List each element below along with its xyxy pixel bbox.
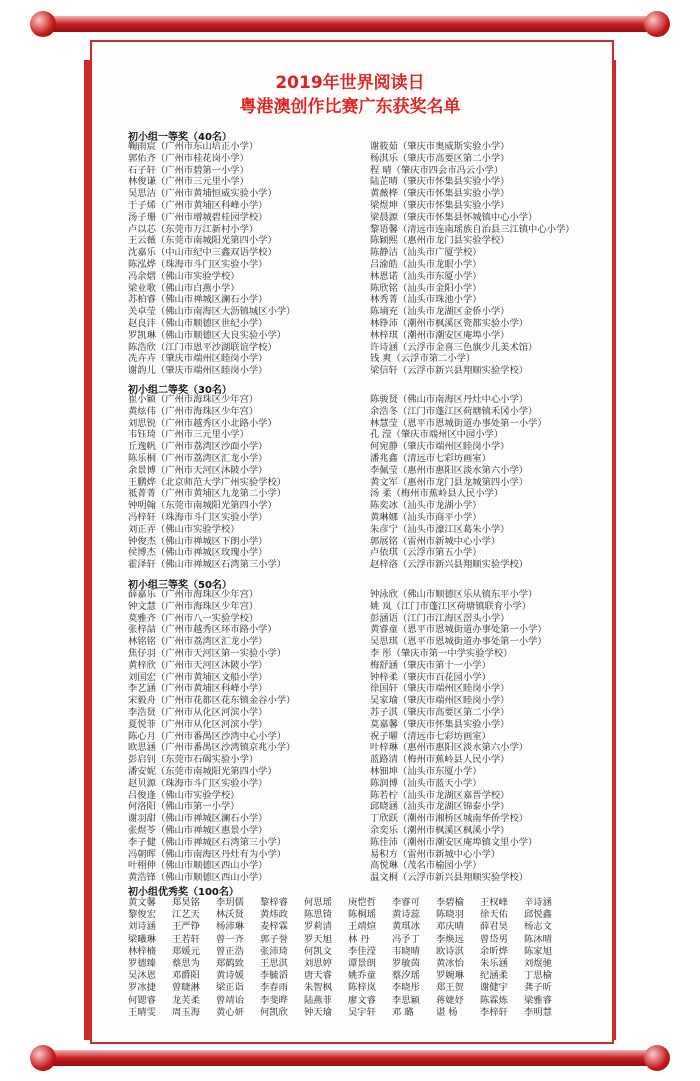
scroll-knob xyxy=(644,11,670,37)
winner-entry: 薛嘉乐（广州市海珠区少年宫） xyxy=(128,589,259,600)
excellence-name: 龙芙柔 xyxy=(172,994,200,1006)
winner-entry: 王云薇（东莞市南城阳光第四小学） xyxy=(128,235,277,247)
excellence-name: 朱智枫 xyxy=(304,982,332,994)
winner-entry: 叶梓琳（惠州市惠阳区淡水第六小学） xyxy=(370,742,529,754)
excellence-name: 曾靖诒 xyxy=(216,994,244,1006)
excellence-name: 王靖煊 xyxy=(348,921,376,933)
winner-entry: 赵贝源（珠海市斗门区实验小学） xyxy=(128,777,268,789)
excellence-name: 黄琪冰 xyxy=(392,921,420,933)
winner-entry: 许诗涵（云浮市金喜三色旗少儿美术馆） xyxy=(370,341,538,353)
excellence-name: 陈霖炼 xyxy=(480,994,508,1006)
winner-entry: 朱彦宁（汕头市濠江区葛朱小学） xyxy=(370,523,510,535)
excellence-name: 冯予丁 xyxy=(392,933,420,945)
excellence-name: 王若轩 xyxy=(172,933,200,945)
excellence-name: 罗婉琳 xyxy=(436,970,464,982)
winner-entry: 程 晴（肇庆市四会市冯云小学） xyxy=(370,164,504,176)
page-subtitle: 粤港澳创作比赛广东获奖名单 xyxy=(239,97,461,117)
excellence-name: 郑媛元 xyxy=(172,945,200,957)
excellence-name: 曾一齐 xyxy=(216,933,244,945)
winner-entry: 石子轩（广州市碧第一小学） xyxy=(128,164,249,176)
winner-entry: 霍泽轩（佛山市禅城区石湾第三小学） xyxy=(128,559,287,571)
winner-entry: 钟梓柔（肇庆市百花园小学） xyxy=(370,671,491,683)
excellence-name: 邱悦鑫 xyxy=(524,909,552,921)
winner-entry: 余奕乐（潮州市枫溪区枫溪小学） xyxy=(370,824,510,836)
winner-entry: 黎语馨（清远市连南瑶族自治县三江镇中心小学） xyxy=(370,223,575,235)
section-heading-third: 初小组三等奖（50名） xyxy=(128,580,232,591)
winner-entry: 谢韵儿（肇庆市端州区睦岗小学） xyxy=(128,365,268,377)
excellence-name: 曾睫淋 xyxy=(172,982,200,994)
winner-entry: 叶栩伸（佛山市顺德区西山小学） xyxy=(128,860,268,872)
winner-entry: 钟文慧（广州市海珠区少年宫） xyxy=(128,600,259,612)
excellence-name: 曾岱男 xyxy=(480,933,508,945)
winner-entry: 陈佳沛（潮州市潮安区庵埠镇文里小学） xyxy=(370,836,538,848)
winner-entry: 莫雅齐（广州市八一实验学校） xyxy=(128,612,259,624)
winner-entry: 刘思锐（广州市越秀区小北路小学） xyxy=(128,417,277,429)
excellence-name: 何凯欣 xyxy=(260,1006,288,1018)
excellence-name: 何思瑶 xyxy=(304,897,332,908)
winner-entry: 赵良沣（佛山市顺德区世纪小学） xyxy=(128,317,268,329)
excellence-row xyxy=(128,934,568,946)
winner-entry: 沈嘉乐（中山市纪中三鑫双语学校） xyxy=(128,247,277,259)
excellence-name: 李春雨 xyxy=(260,982,288,994)
winner-entry: 陈欣铭（汕头市金阳小学） xyxy=(370,282,482,294)
winner-entry: 于子烯（广州市黄埔区科峰小学） xyxy=(128,199,268,211)
winner-entry: 陆芷晴（肇庆市怀集县实验小学） xyxy=(370,176,510,188)
excellence-name: 李玥儒 xyxy=(216,897,244,908)
winner-entry: 祝子曜（清远市七彩坊画室） xyxy=(370,730,491,742)
excellence-name: 梁雅睿 xyxy=(524,994,552,1006)
second-prize-right-list xyxy=(370,394,547,571)
excellence-row xyxy=(128,995,568,1007)
excellence-name: 谢健宇 xyxy=(480,982,508,994)
winner-entry: 潘安妮（东莞市南城阳光第四小学） xyxy=(128,765,277,777)
excellence-row xyxy=(128,970,568,982)
excellence-name: 邓爵阳 xyxy=(172,970,200,982)
winner-entry: 韦钰琦（广州市三元里小学） xyxy=(128,429,249,441)
excellence-name: 罗敏茵 xyxy=(392,957,420,969)
excellence-name: 邓庆晴 xyxy=(436,921,464,933)
winner-entry: 谢筱茹（肇庆市奥威斯实验小学） xyxy=(370,141,510,152)
winner-entry: 夏悦菲（广州市从化区河滨小学） xyxy=(128,718,268,730)
winner-entry: 吴思洁（广州市黄埔恒威实验小学） xyxy=(128,188,277,200)
winner-entry: 郭展铭（雷州市新城中心小学） xyxy=(370,535,501,547)
winner-entry: 陈颖熙（惠州市龙门县实验学校） xyxy=(370,235,510,247)
winner-entry: 苏子淇（肇庆市高要区第二小学） xyxy=(370,706,510,718)
winner-entry: 梁信轩（云浮市新兴县翔顺实验学校） xyxy=(370,365,529,377)
excellence-name: 蒋婕妤 xyxy=(436,994,464,1006)
excellence-name: 谌 杨 xyxy=(436,1006,458,1018)
excellence-row xyxy=(128,921,568,933)
winner-entry: 姚 岚（江门市蓬江区荷塘镇联育小学） xyxy=(370,600,532,612)
winner-entry: 潘兆鑫（清远市七彩坊画室） xyxy=(370,452,491,464)
excellence-name: 李斐晔 xyxy=(260,994,288,1006)
excellence-name: 唐天睿 xyxy=(304,970,332,982)
excellence-row xyxy=(128,897,568,909)
winner-entry: 陈泓烨（珠海市斗门区实验小学） xyxy=(128,258,268,270)
winner-entry: 温文桐（云浮市新兴县翔顺实验学校） xyxy=(370,872,529,884)
winner-entry: 崔小颖（广州市海珠区少年宫） xyxy=(128,394,259,405)
excellence-name: 丁思榆 xyxy=(524,970,552,982)
excellence-name: 刘诗涵 xyxy=(128,921,156,933)
winner-entry: 罗凯琳（佛山市顺德区大良实验小学） xyxy=(128,329,287,341)
excellence-name: 纪涵柔 xyxy=(480,970,508,982)
excellence-name: 李梓轩 xyxy=(480,1006,508,1018)
excellence-name: 朱乐涵 xyxy=(480,957,508,969)
excellence-name: 陈家旭 xyxy=(524,945,552,957)
winner-entry: 高悦琳（茂名市榆园小学） xyxy=(370,860,482,872)
winner-entry: 丁欣跃（潮州市湘桥区城南华侨学校） xyxy=(370,813,529,825)
first-prize-left-list xyxy=(128,141,295,377)
excellence-name: 杨志文 xyxy=(524,921,552,933)
excellence-name: 黄心妍 xyxy=(216,1006,244,1018)
winner-entry: 余景博（广州市天河区沐陂小学） xyxy=(128,464,268,476)
winner-entry: 关卓莹（佛山市南海区大沥镇城区小学） xyxy=(128,306,296,318)
winner-entry: 余浩冬（江门市蓬江区荷塘镇禾冈小学） xyxy=(370,405,538,417)
excellence-name: 曾正浩 xyxy=(216,945,244,957)
excellence-name: 李睿可 xyxy=(392,897,420,908)
excellence-name: 陈沐晴 xyxy=(524,933,552,945)
winner-entry: 钱 爽（云浮市第二小学） xyxy=(370,353,476,365)
excellence-name: 王严铮 xyxy=(172,921,200,933)
third-prize-right-list xyxy=(370,589,547,884)
excellence-name: 王思淇 xyxy=(260,957,288,969)
excellence-name: 黄冰怡 xyxy=(436,957,464,969)
winner-entry: 蓝路清（梅州市蕉岭县人民小学） xyxy=(370,754,510,766)
winner-entry: 吴家瑜（肇庆市端州区睦岗小学） xyxy=(370,695,510,707)
winner-entry: 钟泳欣（佛山市顺德区乐从镇东平小学） xyxy=(370,589,538,600)
excellence-row xyxy=(128,958,568,970)
excellence-name: 黎俊宏 xyxy=(128,909,156,921)
excellence-name: 李碧榆 xyxy=(436,897,464,908)
excellence-name: 郑鹤致 xyxy=(216,957,244,969)
winner-entry: 陈骏贤（佛山市南海区丹灶中心小学） xyxy=(370,394,529,405)
winner-entry: 陈墒充（汕头市龙湖区金侨小学） xyxy=(370,306,510,318)
winner-entry: 张煜苓（佛山市禅城区惠景小学） xyxy=(128,824,268,836)
excellence-name: 廖文睿 xyxy=(348,994,376,1006)
winner-entry: 祗菁菁（广州市黄埔区九龙第二小学） xyxy=(128,488,287,500)
excellence-name: 徐天佑 xyxy=(480,909,508,921)
winner-entry: 林俊谦（广州市三元里小学） xyxy=(128,176,249,188)
excellence-name: 谭景朗 xyxy=(348,957,376,969)
excellence-row xyxy=(128,909,568,921)
scroll-knob xyxy=(30,11,56,37)
excellence-name: 林沃贤 xyxy=(216,909,244,921)
winner-entry: 梁晨源（肇庆市怀集县怀城镇中心小学） xyxy=(370,211,538,223)
excellence-name: 李毓滔 xyxy=(260,970,288,982)
excellence-name: 薛君昊 xyxy=(480,921,508,933)
excellence-name: 韦晓晴 xyxy=(392,945,420,957)
excellence-name: 李晓彤 xyxy=(392,982,420,994)
excellence-row xyxy=(128,982,568,994)
excellence-name: 黄诗媛 xyxy=(216,970,244,982)
winner-entry: 冯梓轩（珠海市斗门区实验小学） xyxy=(128,511,268,523)
excellence-name: 陈思锜 xyxy=(304,909,332,921)
winner-entry: 陈润博（汕头市蓝天小学） xyxy=(370,777,482,789)
winner-entry: 梁煜坤（肇庆市怀集县实验小学） xyxy=(370,199,510,211)
excellence-name: 王晴雯 xyxy=(128,1006,156,1018)
winner-entry: 何宛静（肇庆市端州区睦岗小学） xyxy=(370,441,510,453)
excellence-name: 林梓楠 xyxy=(128,945,156,957)
winner-entry: 徐国轩（肇庆市端州区睦岗小学） xyxy=(370,683,510,695)
excellence-name: 刘思婷 xyxy=(304,957,332,969)
excellence-name: 欧诗淇 xyxy=(436,945,464,957)
excellence-name: 罗冰捷 xyxy=(128,982,156,994)
winner-entry: 冯朝晖（佛山市南海区丹灶有为小学） xyxy=(128,848,287,860)
winner-entry: 郭佑齐（广州市桂花岗小学） xyxy=(128,152,249,164)
winner-entry: 冼卉卉（肇庆市端州区睦岗小学） xyxy=(128,353,268,365)
winner-entry: 吕渝皓（汕头市龙眼小学） xyxy=(370,258,482,270)
winner-entry: 李子健（佛山市禅城区石湾第三小学） xyxy=(128,836,287,848)
excellence-name: 黎梓睿 xyxy=(260,897,288,908)
winner-entry: 李艺涵（广州市黄埔区科峰小学） xyxy=(128,683,268,695)
winner-entry: 吕俊逢（佛山市实验学校） xyxy=(128,789,240,801)
scroll-knob xyxy=(644,1045,670,1071)
section-heading-excellence: 初小组优秀奖（100名） xyxy=(128,887,239,898)
winner-entry: 彭涵语（江门市江海区滘头小学） xyxy=(370,612,510,624)
excellence-name: 龚子昕 xyxy=(524,982,552,994)
winner-entry: 宋毅舟（广州市花都区花东镇金谷小学） xyxy=(128,695,296,707)
excellence-name: 钟天瑜 xyxy=(304,1006,332,1018)
excellence-row xyxy=(128,946,568,958)
excellence-name: 郭子誉 xyxy=(260,933,288,945)
winner-entry: 林铭铭（广州市荔湾区汇龙小学） xyxy=(128,636,268,648)
winner-entry: 黄文军（惠州市龙门县龙城第四小学） xyxy=(370,476,529,488)
winner-entry: 陈浩欣（江门市恩平沙湖联谊学校） xyxy=(128,341,277,353)
winner-entry: 李浩贤（广州市从化区河滨小学） xyxy=(128,706,268,718)
third-prize-left-list xyxy=(128,589,295,884)
excellence-name: 郑王贺 xyxy=(436,982,464,994)
winner-entry: 黄睿童（恩平市恩城街道办事处第一小学） xyxy=(370,624,547,636)
excellence-name: 辛诗涵 xyxy=(524,897,552,908)
first-prize-right-list xyxy=(370,141,575,377)
excellence-name: 黄诗蕊 xyxy=(392,909,420,921)
winner-entry: 林秀菁（汕头市珠池小学） xyxy=(370,294,482,306)
excellence-name: 李思颖 xyxy=(392,994,420,1006)
winner-entry: 李 彤（肇庆市第一中学实验学校） xyxy=(370,647,513,659)
excellence-name: 杨沛琳 xyxy=(216,921,244,933)
excellence-name: 郑昊铭 xyxy=(172,897,200,908)
excellence-row xyxy=(128,1007,568,1019)
winner-entry: 赵梓洛（云浮市新兴县翔顺实验学校） xyxy=(370,559,529,571)
scroll-knob xyxy=(30,1045,56,1071)
excellence-name: 黄炜政 xyxy=(260,909,288,921)
winner-entry: 黄梓欣（广州市天河区沐陂小学） xyxy=(128,659,268,671)
winner-entry: 梁业歌（佛山市白燕小学） xyxy=(128,282,240,294)
winner-entry: 陈若柠（汕头市龙湖区嘉晋学校） xyxy=(370,789,510,801)
winner-entry: 钟俊杰（佛山市禅城区下朗小学） xyxy=(128,535,268,547)
winner-entry: 卢依琪（云浮市第五小学） xyxy=(370,547,482,559)
winner-entry: 刘正弄（佛山市实验学校） xyxy=(128,523,240,535)
winner-entry: 彭启钊（东莞市石碣实验小学） xyxy=(128,754,259,766)
excellence-name: 麦梓霖 xyxy=(260,921,288,933)
winner-entry: 易积方（雷州市新城中心小学） xyxy=(370,848,501,860)
excellence-name: 陈晓羽 xyxy=(436,909,464,921)
page-title: 2019年世界阅读日 xyxy=(275,73,425,93)
winner-entry: 何洛阳（佛山市第一小学） xyxy=(128,801,240,813)
section-heading-second: 初小组二等奖（30名） xyxy=(128,385,232,396)
winner-entry: 黄琳娜（汕头市商平小学） xyxy=(370,511,482,523)
winner-entry: 陈静洁（汕头市广厦学校） xyxy=(370,247,482,259)
winner-entry: 汤子珊（广州市增城碧桂园学校） xyxy=(128,211,268,223)
excellence-name: 何凯文 xyxy=(304,945,332,957)
winner-entry: 卢以芯（东莞市万江新村小学） xyxy=(128,223,259,235)
winner-entry: 李佩莹（惠州市惠阳区淡水第六小学） xyxy=(370,464,529,476)
winner-entry: 丘逸帆（广州市荔湾区沙面小学） xyxy=(128,441,268,453)
excellence-name: 张沛琦 xyxy=(260,945,288,957)
winner-entry: 林恩诺（汕头市东厦小学） xyxy=(370,270,482,282)
excellence-name: 王权峰 xyxy=(480,897,508,908)
winner-entry: 杨淇乐（肇庆市高要区第二小学） xyxy=(370,152,510,164)
excellence-name: 何锶睿 xyxy=(128,994,156,1006)
winner-entry: 刘国宏（广州市黄埔区文船小学） xyxy=(128,671,268,683)
winner-entry: 梅舒涵（肇庆市第十一小学） xyxy=(370,659,491,671)
winner-entry: 黄炫伟（广州市海珠区少年宫） xyxy=(128,405,259,417)
section-heading-first: 初小组一等奖（40名） xyxy=(128,132,232,143)
excellence-name: 黄文馨 xyxy=(128,897,156,908)
winner-entry: 孔 滢（肇庆市端州区中园小学） xyxy=(370,429,504,441)
winner-entry: 陈奕冰（汕头市龙湖小学） xyxy=(370,500,482,512)
excellence-name: 江艺天 xyxy=(172,909,200,921)
excellence-name: 陈桐瑶 xyxy=(348,909,376,921)
winner-entry: 苏柏睿（佛山市禅城区澜石小学） xyxy=(128,294,268,306)
excellence-name: 林 丹 xyxy=(348,933,370,945)
excellence-name: 梁曦琳 xyxy=(128,933,156,945)
excellence-name: 吴沐恩 xyxy=(128,970,156,982)
excellence-name: 罗莉清 xyxy=(304,921,332,933)
excellence-name: 余昕烨 xyxy=(480,945,508,957)
excellence-name: 蔡汐瑶 xyxy=(392,970,420,982)
excellence-name: 梁正诣 xyxy=(216,982,244,994)
excellence-name: 李焕远 xyxy=(436,933,464,945)
winner-entry: 谢羽甜（佛山市禅城区澜石小学） xyxy=(128,813,268,825)
excellence-name: 刘煜驰 xyxy=(524,957,552,969)
excellence-name: 李佳滢 xyxy=(348,945,376,957)
winner-entry: 林慧莹（恩平市恩城街道办事处第一小学） xyxy=(370,417,547,429)
excellence-name: 蔡思为 xyxy=(172,957,200,969)
excellence-name: 罗天旭 xyxy=(304,933,332,945)
winner-entry: 陈乐桐（广州市荔湾区汇龙小学） xyxy=(128,452,268,464)
excellence-name: 周玉海 xyxy=(172,1006,200,1018)
winner-entry: 邱晓涵（汕头市龙湖区锦泰小学） xyxy=(370,801,510,813)
scroll-bottom-rod xyxy=(45,1050,655,1066)
excellence-name: 陆燕菲 xyxy=(304,994,332,1006)
winner-entry: 侯博杰（佛山市禅城区玫瑰小学） xyxy=(128,547,268,559)
winner-entry: 莫嘉馨（肇庆市怀集县实验小学） xyxy=(370,718,510,730)
winner-entry: 吴思琪（恩平市恩城街道办事处第一小学） xyxy=(370,636,547,648)
excellence-name: 吴宇轩 xyxy=(348,1006,376,1018)
winner-entry: 张梓喆（广州市越秀区环市路小学） xyxy=(128,624,277,636)
winner-entry: 冯余熠（佛山市实验学校） xyxy=(128,270,240,282)
winner-entry: 黄浩锋（佛山市顺德区西山小学） xyxy=(128,872,268,884)
winner-entry: 汤 柔（梅州市蕉岭县人民小学） xyxy=(370,488,504,500)
excellence-name-grid xyxy=(128,897,568,1019)
winner-entry: 焦仔羽（广州市天河区第一实验小学） xyxy=(128,647,287,659)
excellence-name: 陈梓岚 xyxy=(348,982,376,994)
excellence-name: 庚恺哲 xyxy=(348,897,376,908)
excellence-name: 李明慧 xyxy=(524,1006,552,1018)
winner-entry: 林钿坤（汕头市东厦小学） xyxy=(370,765,482,777)
winner-entry: 鞠雨宸（广州市东山培正小学） xyxy=(128,141,259,152)
scroll-top-rod xyxy=(45,16,655,32)
winner-entry: 林铮沛（潮州市枫溪区瓷都实验小学） xyxy=(370,317,529,329)
winner-entry: 钟明翰（东莞市南城阳光第四小学） xyxy=(128,500,277,512)
winner-entry: 陈心月（广州市番禺区沙湾中心小学） xyxy=(128,730,287,742)
winner-entry: 王鹏烨（北京师范大学广州实验学校） xyxy=(128,476,287,488)
winner-entry: 黄薇桦（肇庆市怀集县实验小学） xyxy=(370,188,510,200)
excellence-name: 罗德臻 xyxy=(128,957,156,969)
second-prize-left-list xyxy=(128,394,286,571)
excellence-name: 姚乔童 xyxy=(348,970,376,982)
excellence-name: 邓 璐 xyxy=(392,1006,414,1018)
winner-entry: 林梓琪（潮州市潮安区庵埠小学） xyxy=(370,329,510,341)
winner-entry: 欧思涵（广州市番禺区沙湾镇京兆小学） xyxy=(128,742,296,754)
